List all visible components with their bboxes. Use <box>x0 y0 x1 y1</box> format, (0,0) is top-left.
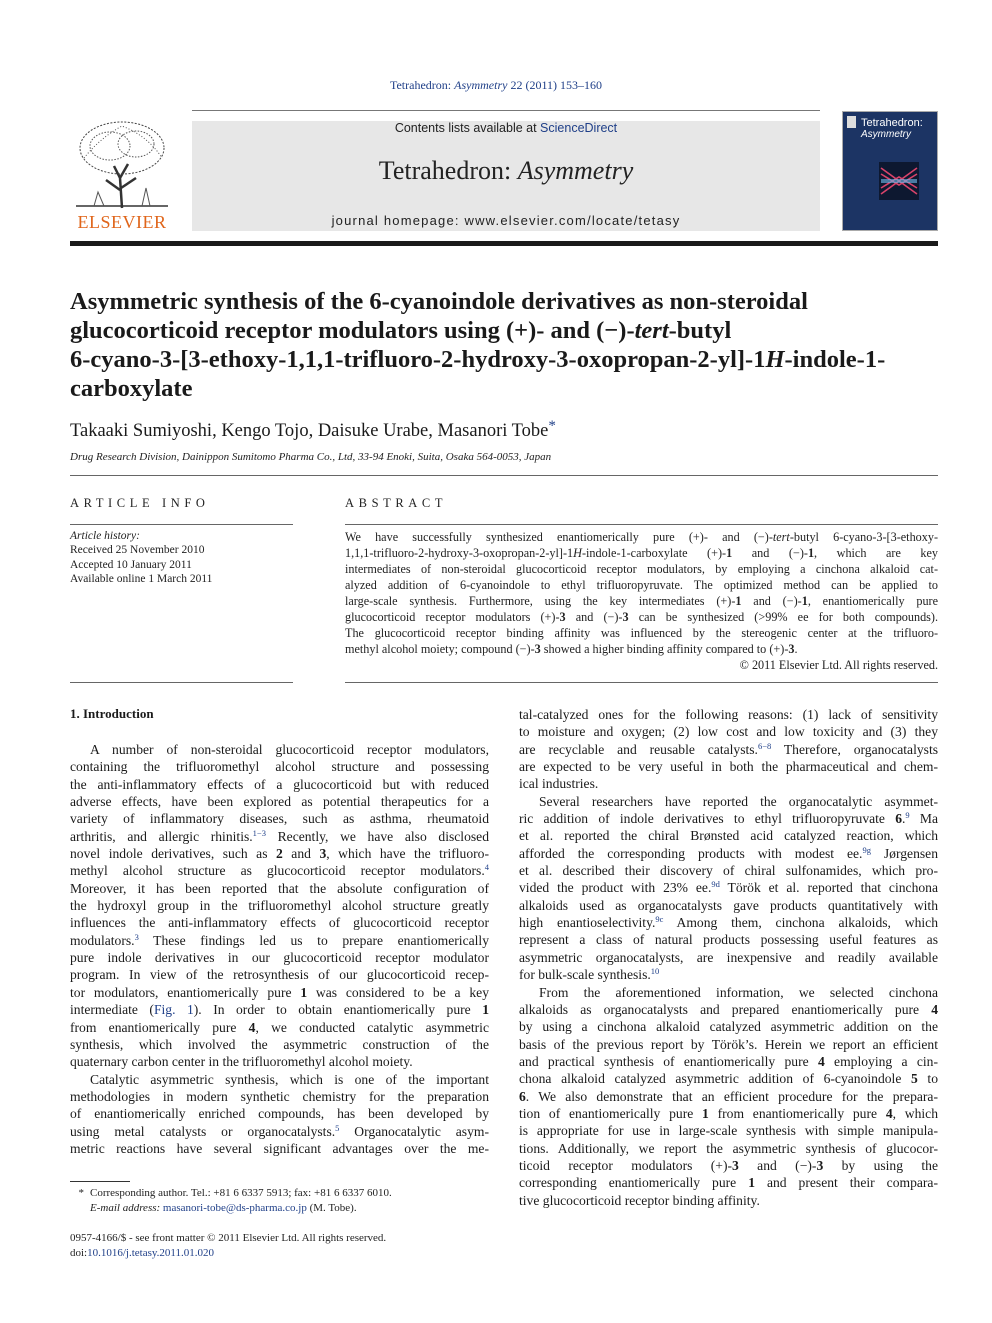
history-label: Article history: <box>70 530 140 542</box>
journal-homepage-link[interactable]: journal homepage: www.elsevier.com/locate/tetasy <box>331 213 681 228</box>
ref-9g[interactable]: 9g <box>862 844 871 855</box>
received-date: Received 25 November 2010 <box>70 544 205 557</box>
issn-doi-block: 0957-4166/$ - see front matter © 2011 Elsevier Ltd. All rights reserved. doi:10.1016/j.tetasy.2011.01.020 <box>70 1231 490 1260</box>
title-line-1: Asymmetric synthesis of the 6-cyanoindole derivatives as non-steroidal <box>70 288 808 315</box>
article-info-heading: ARTICLE INFO <box>70 496 210 510</box>
affiliation: Drug Research Division, Dainippon Sumitomo Pharma Co., Ltd, 33-94 Enoki, Suita, Osaka 564-0053, Japan <box>70 451 552 463</box>
ref-1-3[interactable]: 1−3 <box>252 827 266 838</box>
ref-5[interactable]: 5 <box>335 1122 340 1133</box>
ref-6-8[interactable]: 6−8 <box>757 740 772 751</box>
abstract-bottom-rule <box>345 682 938 683</box>
body-column-left: A number of non-steroidal glucocorticoid receptor modulators, containing the trifluoromethyl alcohol structure and possessing the anti-inflammatory effects of a glucocorticoid but with reduced adverse effects, have been explored as potential therapeutics for a variety of inflammatory diseases, such as asthma, rheumatoid arthritis, and allergic rhinitis.$^{1-3}$ Recently, we have also disclosed novel indole derivatives, such as 2 and 3, which have the trifluoro- methyl alcohol structure as glucocorticoid receptor modulators.$^4$ Moreover, it has been reported that the absolute configuration of the hydroxyl group in the trifluoromethyl alcohol structure greatly influences the anti-inflammatory effects of glucocorticoid receptor modulators.$^3$ These findings led us to prepare enantiomerically pure indole derivatives in our glucocorticoid receptor modulator program. In view of the retrosynthesis of our glucocorticoid recep- tor modulators, enantiomerically pure 1 was considered to be a key intermediate (Fig. 1). In order to obtain enantiomerically pure 1 from enantiomerically pure 4, we conducted catalytic asymmetric synthesis, which involved the asymmetric construction of the quaternary carbon center in the trifluoromethyl alcohol moiety. Catalytic asymmetric synthesis, which is one of the important methodologies in modern synthetic chemistry for the preparation of enantiomerically enriched compounds, has been developed by using metal catalysts or organocatalysts.$^5$ Organocatalytic asym- metric reactions have several significant advantages over the me- <box>70 742 489 1156</box>
abstract-rule <box>345 524 938 525</box>
title-line-4: carboxylate <box>70 375 193 402</box>
author-list: Takaaki Sumiyoshi, Kengo Tojo, Daisuke Urabe, Masanori Tobe* <box>70 418 556 441</box>
issn-line: 0957-4166/$ - see front matter © 2011 Elsevier Ltd. All rights reserved. <box>70 1232 387 1244</box>
journal-title: Tetrahedron: Asymmetry <box>378 156 634 185</box>
header-top-rule <box>192 110 820 111</box>
doi-link[interactable]: 10.1016/j.tetasy.2011.01.020 <box>87 1246 215 1259</box>
journal-citation[interactable]: Tetrahedron: Asymmetry 22 (2011) 153–160 <box>389 78 602 92</box>
cover-badge <box>847 116 856 128</box>
article-info-rule <box>70 524 293 525</box>
abstract-heading: ABSTRACT <box>345 496 448 510</box>
article-history <box>70 529 293 587</box>
article-info-bottom-rule <box>70 682 293 683</box>
body-column-right: tal-catalyzed ones for the following reasons: (1) lack of sensitivity to moisture and oxygen; (2) low cost and low toxicity and (3) they are recyclable and reusable catalysts.$^{6-8}$ Therefore, organocatalysts are expected to be very useful in both the pharmaceutical and chem- ical industries. Several researchers have reported the organocatalytic asymmet- ric addition of indole derivatives to ethyl trifluoropyruvate 6.$^9$ Ma et al. reported the chiral Brønsted acid catalyzed reaction, which afforded the corresponding products with modest ee.$^{9g}$ Jørgensen et al. described their discovery of chiral sulfonamides, which pro- vided the product with 23% ee.$^{9d}$ Török et al. reported that cinchona alkaloids used as organocatalysts gave products quantitatively with high enantioselectivity.$^{9c}$ Among them, cinchona alkaloids, which represent a class of natural products possessing useful features as asymmetric organocatalysts, are inexpensive and readily available for bulk-scale synthesis.$^{10}$ From the aforementioned information, we selected cinchona alkaloids as organocatalysts and prepared enantiomerically pure 4 by using a cinchona alkaloid catalyzed asymmetric addition on the basis of the previous report by Török’s. Herein we report an efficient and practical synthesis of enantiomerically pure 4 employing a cin- chona alkaloid catalyzed asymmetric addition of 6-cyanoindole 5 to 6. We also demonstrate that an efficient procedure for the prepara- tion of enantiomerically pure 1 from enantiomerically pure 4, which is appropriate for use in large-scale synthesis with simple manipula- tions. Additionally, we report the asymmetric synthesis of glucocor- ticoid receptor modulators (+)-3 and (−)-3 by using the corresponding enantiomerically pure 1 and present their compara- tive glucocorticoid receptor binding affinity. <box>519 707 939 1208</box>
affiliation-rule <box>70 475 938 476</box>
corresponding-author-mark[interactable]: * <box>548 418 556 434</box>
abstract-text: We have successfully synthesized enantiomerically pure (+)- and (−)-tert-butyl 6-cyano-3-[3-ethoxy- 1,1,1-trifluoro-2-hydroxy-3-oxopropan-2-yl]-1H-indole-1-carboxylate (+)-1 and (−)-1, which are key intermediates of non-steroidal glucocorticoid receptor modulators, by employing a cinchona alkaloid cat- alyzed addition of 6-cyanoindole to ethyl trifluoropyruvate. The optimized method can be applied to large-scale synthesis. Furthermore, using the key intermediates (+)-1 and (−)-1, enantiomerically pure glucocorticoid receptor modulators (+)-3 and (−)-3 can be synthesized (>99% ee for both compounds). The glucocorticoid receptor binding affinity was influenced by the stereogenic center at the trifluoro- methyl alcohol moiety; compound (−)-3 showed a higher binding affinity compared to (+)-3. © 2011 Elsevier Ltd. All rights reserved. <box>345 530 939 672</box>
title-line-2: glucocorticoid receptor modulators using (+)- and (−)-tert-butyl <box>70 317 732 344</box>
journal-cover-thumbnail[interactable] <box>842 111 938 231</box>
ref-4[interactable]: 4 <box>484 862 489 873</box>
fig-1-link[interactable]: Fig. 1 <box>153 1002 194 1018</box>
elsevier-wordmark: ELSEVIER <box>77 212 167 232</box>
abstract-copyright: © 2011 Elsevier Ltd. All rights reserved. <box>739 658 938 672</box>
online-date: Available online 1 March 2011 <box>70 573 213 586</box>
ref-9c[interactable]: 9c <box>655 914 664 925</box>
title-line-3: 6-cyano-3-[3-ethoxy-1,1,1-trifluoro-2-hydroxy-3-oxopropan-2-yl]-1H-indole-1- <box>70 346 886 373</box>
footnote-rule <box>70 1181 130 1182</box>
ref-3[interactable]: 3 <box>134 931 139 942</box>
accepted-date: Accepted 10 January 2011 <box>70 558 192 571</box>
cover-title: Tetrahedron: Asymmetry <box>861 117 923 140</box>
journal-banner <box>192 121 820 231</box>
header-thick-rule <box>70 241 938 246</box>
author-email-link[interactable]: masanori-tobe@ds-pharma.co.jp <box>162 1201 307 1214</box>
corresponding-author-footnote: * Corresponding author. Tel.: +81 6 6337 5913; fax: +81 6 6337 6010. E-mail address: masanori-tobe@ds-pharma.co.jp (M. Tobe). <box>78 1187 392 1214</box>
cover-artwork <box>879 162 919 200</box>
ref-9d[interactable]: 9d <box>711 879 720 890</box>
article-title <box>70 287 938 403</box>
introduction-heading: 1. Introduction <box>70 706 154 721</box>
contents-available: Contents lists available at ScienceDirect <box>394 121 618 135</box>
ref-9[interactable]: 9 <box>905 810 910 821</box>
ref-10[interactable]: 10 <box>650 966 660 977</box>
sciencedirect-link[interactable]: ScienceDirect <box>540 121 618 135</box>
